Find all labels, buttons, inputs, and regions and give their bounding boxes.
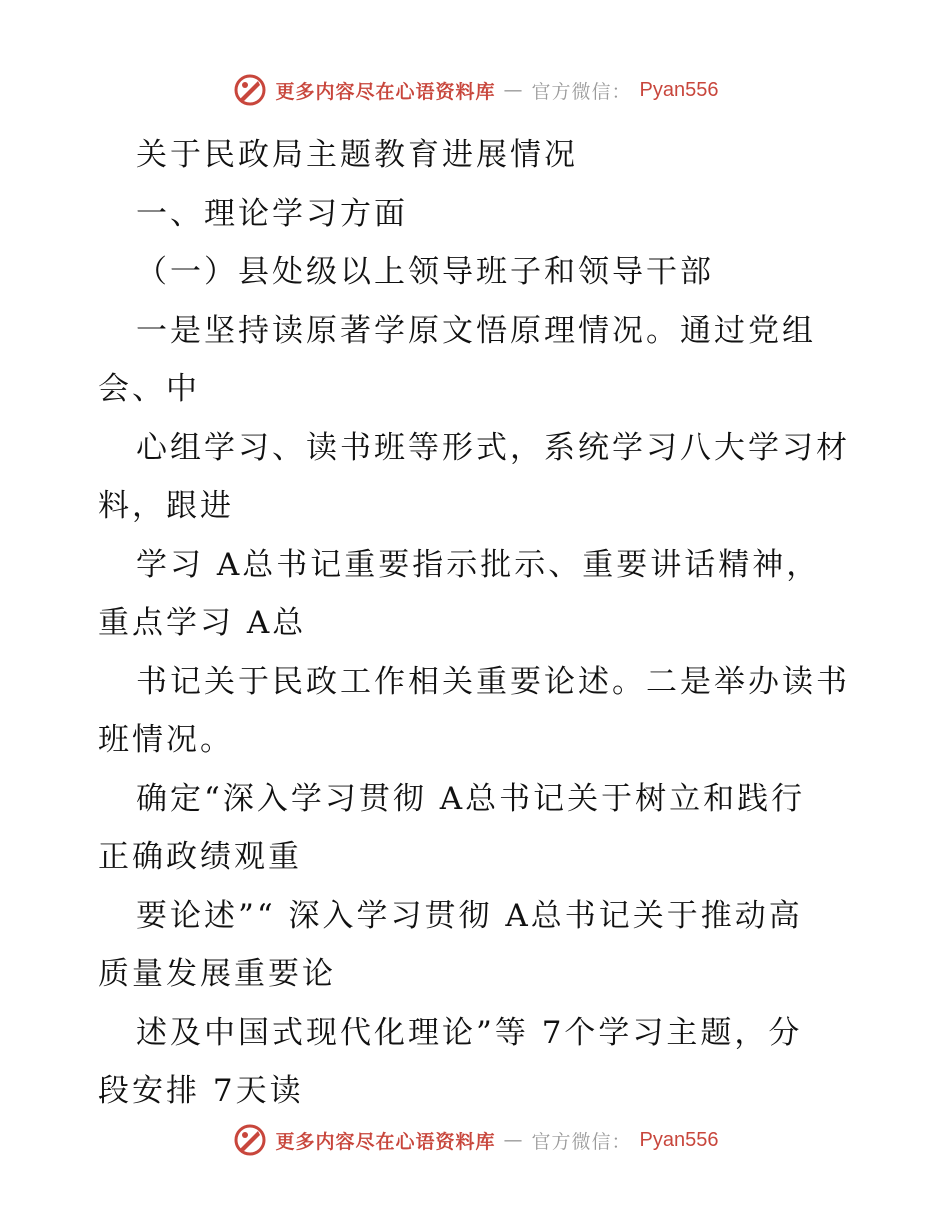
paragraph-line: 会、中 <box>98 371 200 407</box>
promo-text: 更多内容尽在心语资料库 <box>275 1130 496 1153</box>
quill-circle-icon <box>232 1122 268 1158</box>
paragraph-line: 正确政绩观重 <box>98 839 302 875</box>
promo-text: 更多内容尽在心语资料库 <box>275 80 496 103</box>
paragraph-line: 段安排 7天读 <box>98 1073 304 1109</box>
doc-title: 关于民政局主题教育进展情况 <box>136 137 578 173</box>
paragraph-line: 重点学习 A总 <box>98 605 307 641</box>
banner-dash: — <box>503 1129 524 1151</box>
paragraph-line: 学习 A总书记重要指示批示、重要讲话精神， <box>136 546 821 583</box>
section-heading: 一、理论学习方面 <box>136 195 408 232</box>
paragraph-line: 要论述”“ 深入学习贯彻 A总书记关于推动高 <box>136 897 803 934</box>
paragraph-line: 一是坚持读原著学原文悟原理情况。通过党组 <box>136 312 816 349</box>
official-label: 官方微信： <box>531 1130 632 1153</box>
paragraph-line: 述及中国式现代化理论”等 7个学习主题，分 <box>136 1014 803 1051</box>
header-banner <box>0 70 950 110</box>
official-label: 官方微信： <box>531 80 632 103</box>
paragraph-line: 班情况。 <box>98 722 234 758</box>
quill-circle-icon <box>232 72 268 108</box>
paragraph-line: 料，跟进 <box>98 488 234 524</box>
wechat-id: Pyan556 <box>639 1128 719 1151</box>
banner-dash: — <box>503 79 524 101</box>
paragraph-line: 心组学习、读书班等形式，系统学习八大学习材 <box>136 429 850 466</box>
paragraph-line: 质量发展重要论 <box>98 956 336 992</box>
wechat-id: Pyan556 <box>639 78 719 101</box>
subsection-heading: （一）县处级以上领导班子和领导干部 <box>136 254 714 290</box>
footer-banner <box>0 1120 950 1160</box>
document-body <box>98 126 858 1121</box>
paragraph-line: 确定“深入学习贯彻 A总书记关于树立和践行 <box>136 780 806 817</box>
paragraph-line: 书记关于民政工作相关重要论述。二是举办读书 <box>136 663 850 700</box>
